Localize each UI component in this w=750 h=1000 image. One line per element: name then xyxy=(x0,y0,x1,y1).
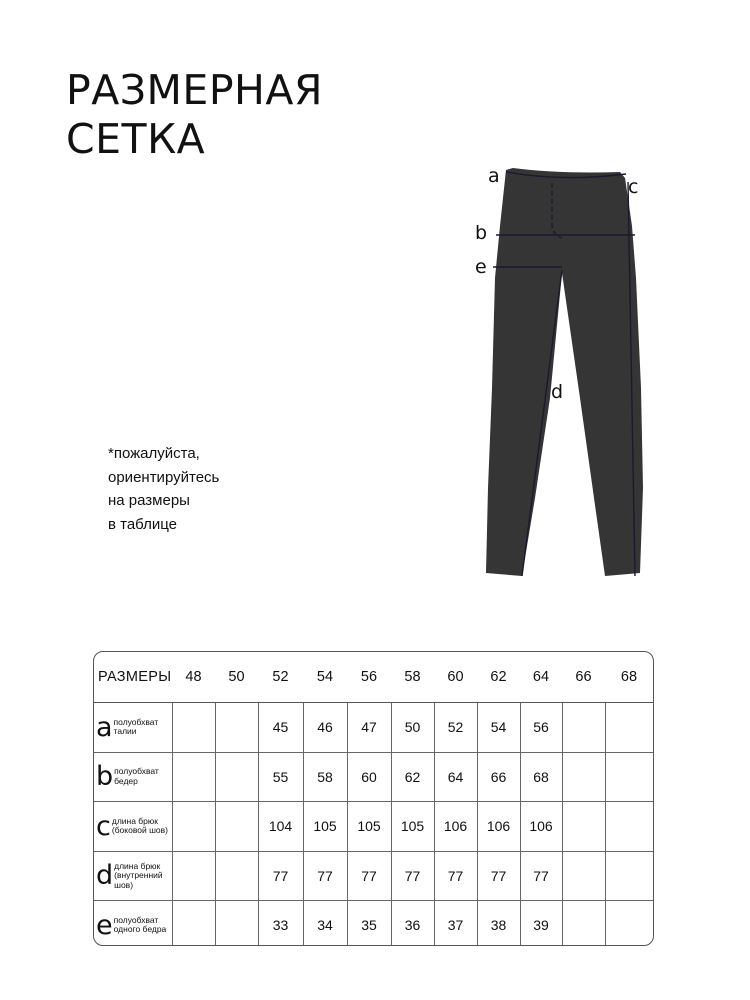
row-label xyxy=(94,851,172,901)
table-cell xyxy=(172,901,215,947)
table-cell: 45 xyxy=(258,703,303,753)
table-cell: 46 xyxy=(303,703,347,753)
table-cell: 77 xyxy=(258,851,303,901)
row-description: длина брюк (боковой шов) xyxy=(111,815,168,836)
table-cell: 35 xyxy=(347,901,391,947)
table-cell xyxy=(215,802,258,852)
table-cell: 77 xyxy=(434,851,477,901)
table-cell: 56 xyxy=(520,703,562,753)
page-title xyxy=(66,66,323,164)
size-header-row xyxy=(94,652,653,703)
table-cell: 106 xyxy=(434,802,477,852)
row-label xyxy=(94,752,172,802)
table-cell: 37 xyxy=(434,901,477,947)
row-description: длина брюк (внутренний шов) xyxy=(114,860,163,890)
table-cell: 33 xyxy=(258,901,303,947)
row-label xyxy=(94,901,172,947)
table-cell xyxy=(605,851,653,901)
size-cell: 50 xyxy=(215,652,258,703)
table-cell xyxy=(562,752,605,802)
label-e: e xyxy=(475,256,487,278)
size-cell: 62 xyxy=(477,652,520,703)
table-row xyxy=(94,703,653,753)
table-cell: 77 xyxy=(303,851,347,901)
size-cell: 66 xyxy=(562,652,605,703)
table-cell: 58 xyxy=(303,752,347,802)
row-letter: c xyxy=(96,810,111,842)
table-cell xyxy=(605,752,653,802)
sizes-label: РАЗМЕРЫ xyxy=(94,652,172,703)
title-line-2: СЕТКА xyxy=(66,115,206,163)
table-cell: 106 xyxy=(477,802,520,852)
table-cell xyxy=(605,901,653,947)
table-cell: 77 xyxy=(391,851,434,901)
table-cell: 64 xyxy=(434,752,477,802)
table-cell: 77 xyxy=(477,851,520,901)
row-label xyxy=(94,802,172,852)
note-line-1: *пожалуйста, xyxy=(108,445,200,462)
row-description: полуобхват талии xyxy=(113,716,159,737)
table-cell: 55 xyxy=(258,752,303,802)
note-line-2: ориентируйтесь xyxy=(108,468,220,486)
table-cell xyxy=(215,752,258,802)
table-cell xyxy=(605,703,653,753)
size-cell: 58 xyxy=(391,652,434,703)
table-cell: 62 xyxy=(391,752,434,802)
note-line-3: на размеры xyxy=(108,492,190,509)
label-b: b xyxy=(475,222,488,244)
table-cell: 54 xyxy=(477,703,520,753)
table-cell xyxy=(562,802,605,852)
size-cell: 48 xyxy=(172,652,215,703)
table-cell xyxy=(215,703,258,753)
row-letter: b xyxy=(96,761,114,793)
table-row xyxy=(94,851,653,901)
table-cell: 60 xyxy=(347,752,391,802)
table-cell xyxy=(172,802,215,852)
table-cell xyxy=(172,703,215,753)
table-cell: 66 xyxy=(477,752,520,802)
table-cell: 52 xyxy=(434,703,477,753)
size-table xyxy=(93,651,654,946)
table-cell: 38 xyxy=(477,901,520,947)
size-cell: 56 xyxy=(347,652,391,703)
table-cell: 39 xyxy=(520,901,562,947)
table-cell xyxy=(562,851,605,901)
table-cell xyxy=(562,901,605,947)
table-cell: 104 xyxy=(258,802,303,852)
table-cell xyxy=(172,752,215,802)
pants-silhouette xyxy=(486,168,643,576)
table-cell: 50 xyxy=(391,703,434,753)
size-cell: 60 xyxy=(434,652,477,703)
table-cell: 77 xyxy=(347,851,391,901)
table-cell: 106 xyxy=(520,802,562,852)
label-d: d xyxy=(551,381,564,403)
table-cell xyxy=(562,703,605,753)
table-row xyxy=(94,752,653,802)
table-row xyxy=(94,901,653,947)
table-cell: 105 xyxy=(347,802,391,852)
table-row xyxy=(94,802,653,852)
size-note xyxy=(108,442,219,536)
table-cell: 105 xyxy=(391,802,434,852)
table-cell xyxy=(215,851,258,901)
label-c: c xyxy=(628,176,639,198)
title-line-1: РАЗМЕРНАЯ xyxy=(66,66,323,114)
table-cell: 77 xyxy=(520,851,562,901)
row-description: полуобхват одного бедра xyxy=(113,914,167,935)
row-letter: a xyxy=(96,711,113,743)
label-a: a xyxy=(488,165,500,187)
size-cell: 64 xyxy=(520,652,562,703)
table-cell: 36 xyxy=(391,901,434,947)
table-cell: 34 xyxy=(303,901,347,947)
pants-diagram xyxy=(470,158,650,583)
table-cell: 105 xyxy=(303,802,347,852)
size-cell: 54 xyxy=(303,652,347,703)
size-cell: 68 xyxy=(605,652,653,703)
table-cell xyxy=(215,901,258,947)
table-cell xyxy=(172,851,215,901)
note-line-4: в таблице xyxy=(108,515,177,533)
row-label xyxy=(94,703,172,753)
row-letter: e xyxy=(96,909,113,941)
table-cell: 47 xyxy=(347,703,391,753)
table-cell: 68 xyxy=(520,752,562,802)
size-cell: 52 xyxy=(258,652,303,703)
row-letter: d xyxy=(96,860,114,892)
row-description: полуобхват бедер xyxy=(114,766,159,786)
table-cell xyxy=(605,802,653,852)
